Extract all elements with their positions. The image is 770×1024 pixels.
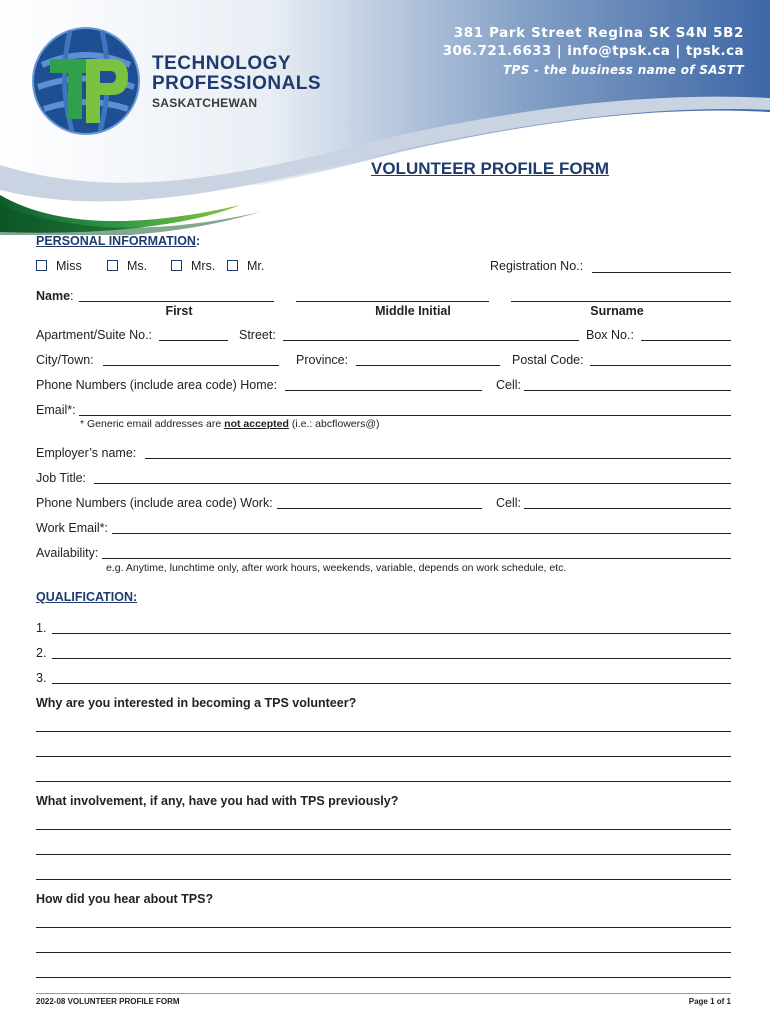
form-title: VOLUNTEER PROFILE FORM xyxy=(371,159,609,178)
answer-line[interactable] xyxy=(36,952,731,953)
email-note: * Generic email addresses are not accepted (i.e.: abcflowers@) xyxy=(80,418,380,430)
org-name-line2: PROFESSIONALS xyxy=(152,73,322,94)
cell-label: Cell: xyxy=(496,378,522,392)
availability-label: Availability: xyxy=(36,546,99,560)
cell-work-field[interactable] xyxy=(524,508,731,509)
answer-line[interactable] xyxy=(36,829,731,830)
cell-field[interactable] xyxy=(524,390,731,391)
name-label: Name: xyxy=(36,289,74,303)
apartment-label: Apartment/Suite No.: xyxy=(36,328,153,342)
postal-code-field[interactable] xyxy=(590,365,731,366)
label-mr: Mr. xyxy=(247,259,265,273)
org-name-line1: TECHNOLOGY xyxy=(152,53,292,74)
footer-form-id: 2022-08 VOLUNTEER PROFILE FORM xyxy=(36,997,180,1006)
checkbox-ms[interactable] xyxy=(107,260,118,271)
qualification-item-2-field[interactable] xyxy=(52,658,731,659)
employer-label: Employer’s name: xyxy=(36,446,137,460)
employer-field[interactable] xyxy=(145,458,731,459)
checkbox-miss[interactable] xyxy=(36,260,47,271)
work-email-label: Work Email*: xyxy=(36,521,109,535)
phone-work-field[interactable] xyxy=(277,508,482,509)
org-contact: 306.721.6633 | info@tpsk.ca | tpsk.ca xyxy=(442,43,744,59)
label-ms: Ms. xyxy=(127,259,148,273)
street-label: Street: xyxy=(239,328,276,342)
org-tagline: TPS - the business name of SASTT xyxy=(502,63,744,77)
province-label: Province: xyxy=(296,353,349,367)
qualification-heading: QUALIFICATION: xyxy=(36,590,138,604)
email-field[interactable] xyxy=(79,415,731,416)
question-why-volunteer: Why are you interested in becoming a TPS volunteer? xyxy=(36,696,357,710)
middle-initial-field[interactable] xyxy=(296,301,489,302)
first-name-field[interactable] xyxy=(79,301,274,302)
qualification-item-2-label: 2. xyxy=(36,646,47,660)
box-field[interactable] xyxy=(641,340,731,341)
apartment-field[interactable] xyxy=(159,340,228,341)
checkbox-mrs[interactable] xyxy=(171,260,182,271)
footer-page-number: Page 1 of 1 xyxy=(688,997,731,1006)
qualification-item-1-label: 1. xyxy=(36,621,47,635)
label-mrs: Mrs. xyxy=(191,259,216,273)
phone-home-label: Phone Numbers (include area code) Home: xyxy=(36,378,278,392)
org-address: 381 Park Street Regina SK S4N 5B2 xyxy=(453,25,744,41)
answer-line[interactable] xyxy=(36,781,731,782)
registration-field[interactable] xyxy=(592,272,731,273)
registration-label: Registration No.: xyxy=(490,259,584,273)
work-email-field[interactable] xyxy=(112,533,731,534)
availability-field[interactable] xyxy=(102,558,731,559)
qualification-item-3-field[interactable] xyxy=(52,683,731,684)
postal-code-label: Postal Code: xyxy=(512,353,584,367)
first-caption: First xyxy=(165,304,193,318)
phone-home-field[interactable] xyxy=(285,390,482,391)
label-miss: Miss xyxy=(56,259,82,273)
qualification-item-1-field[interactable] xyxy=(52,633,731,634)
question-how-heard: How did you hear about TPS? xyxy=(36,892,214,906)
answer-line[interactable] xyxy=(36,731,731,732)
street-field[interactable] xyxy=(283,340,579,341)
phone-work-label: Phone Numbers (include area code) Work: xyxy=(36,496,273,510)
answer-line[interactable] xyxy=(36,854,731,855)
box-label: Box No.: xyxy=(586,328,634,342)
surname-field[interactable] xyxy=(511,301,731,302)
qualification-item-3-label: 3. xyxy=(36,671,47,685)
tps-logo xyxy=(30,25,142,137)
city-label: City/Town: xyxy=(36,353,94,367)
availability-note: e.g. Anytime, lunchtime only, after work hours, weekends, variable, depends on work schedule, etc. xyxy=(106,562,567,574)
answer-line[interactable] xyxy=(36,756,731,757)
footer-divider xyxy=(36,993,731,994)
city-field[interactable] xyxy=(103,365,279,366)
personal-info-heading: PERSONAL INFORMATION: xyxy=(36,234,201,248)
middle-caption: Middle Initial xyxy=(375,304,451,318)
job-title-label: Job Title: xyxy=(36,471,87,485)
answer-line[interactable] xyxy=(36,977,731,978)
email-label: Email*: xyxy=(36,403,76,417)
province-field[interactable] xyxy=(356,365,500,366)
org-name-line3: SASKATCHEWAN xyxy=(152,96,258,110)
checkbox-mr[interactable] xyxy=(227,260,238,271)
surname-caption: Surname xyxy=(590,304,644,318)
cell-work-label: Cell: xyxy=(496,496,522,510)
question-previous-involvement: What involvement, if any, have you had with TPS previously? xyxy=(36,794,399,808)
job-title-field[interactable] xyxy=(94,483,731,484)
answer-line[interactable] xyxy=(36,879,731,880)
answer-line[interactable] xyxy=(36,927,731,928)
